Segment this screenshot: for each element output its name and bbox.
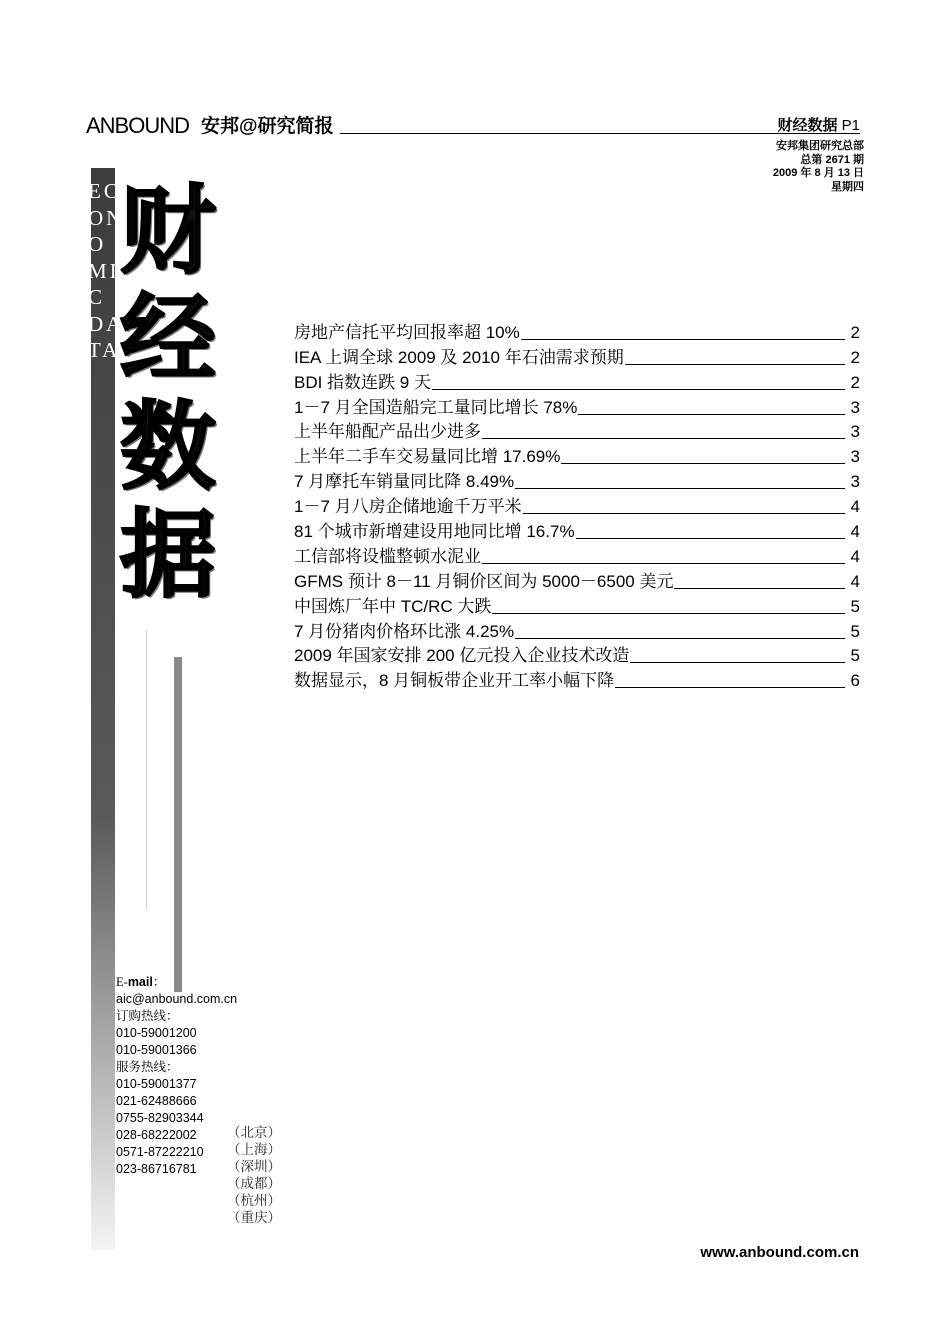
table-of-contents: [294, 318, 860, 691]
issue-date: 2009 年 8 月 13 日: [772, 167, 864, 179]
toc-item-title: GFMS 预计 8－11 月铜价区间为 5000－6500 美元: [294, 571, 674, 591]
toc-leader-line: [521, 339, 845, 340]
toc-item-page: 4: [850, 571, 860, 591]
issue-weekday: 星期四: [831, 180, 864, 193]
toc-item-page: 3: [850, 422, 860, 442]
toc-item-title: 7 月份猪肉价格环比涨 4.25%: [294, 621, 515, 641]
section-title: 财经数据: [777, 117, 838, 134]
toc-leader-line: [523, 513, 845, 514]
thin-vertical-rule: [146, 630, 147, 910]
toc-item[interactable]: [294, 393, 860, 418]
toc-item-page: 6: [850, 671, 860, 691]
toc-leader-line: [482, 563, 845, 564]
toc-item[interactable]: [294, 666, 860, 691]
toc-leader-line: [578, 414, 845, 415]
toc-leader-line: [515, 488, 845, 489]
toc-item-title: 1－7 月全国造船完工量同比增长 78%: [294, 397, 578, 417]
brand-title: 安邦@研究简报: [201, 116, 334, 137]
org-name: 安邦集团研究总部: [776, 140, 864, 152]
toc-item[interactable]: [294, 642, 860, 667]
toc-leader-line: [561, 463, 845, 464]
toc-leader-line: [482, 438, 845, 439]
toc-item-page: 5: [850, 646, 860, 666]
phone-number: 010-59001366: [116, 1043, 197, 1057]
toc-item[interactable]: [294, 517, 860, 542]
toc-leader-line: [515, 638, 845, 639]
city-label: （深圳）: [227, 1159, 281, 1174]
toc-item-title: 房地产信托平均回报率超 10%: [294, 322, 520, 342]
phone-number: 023-86716781: [116, 1162, 197, 1176]
toc-leader-line: [630, 662, 845, 663]
order-hotline-label: 订购热线：: [116, 1009, 179, 1023]
vertical-text-line: O: [88, 232, 107, 256]
toc-item-title: 1－7 月八房企储地逾千万平米: [294, 497, 522, 517]
city-label: （北京）: [227, 1125, 281, 1140]
anbound-logo: ANBOUND: [86, 113, 190, 138]
toc-leader-line: [576, 538, 845, 539]
city-list: [227, 1124, 281, 1226]
email-label: E-mail：: [116, 975, 166, 989]
vertical-text-line: DA: [88, 311, 125, 336]
toc-item-title: 中国炼厂年中 TC/RC 大跌: [294, 596, 492, 616]
toc-item-title: 数据显示，8 月铜板带企业开工率小幅下降: [294, 671, 615, 691]
toc-item[interactable]: [294, 368, 860, 393]
issue-number: 总第 2671 期: [800, 153, 864, 166]
toc-item-page: 4: [850, 497, 860, 517]
toc-item[interactable]: [294, 418, 860, 443]
toc-leader-line: [674, 588, 845, 589]
toc-leader-line: [492, 613, 845, 614]
vertical-text-line: C: [88, 285, 106, 309]
toc-item-page: 4: [850, 546, 860, 566]
toc-item-title: IEA 上调全球 2009 及 2010 年石油需求预期: [294, 347, 624, 367]
toc-item-page: 3: [850, 447, 860, 467]
toc-item-title: 工信部将设槛整顿水泥业: [294, 546, 481, 566]
service-phones: [116, 1076, 237, 1178]
email-address[interactable]: aic@anbound.com.cn: [116, 992, 238, 1006]
economic-data-vertical-text: [88, 178, 124, 364]
toc-item[interactable]: [294, 343, 860, 368]
toc-item-title: 7 月摩托车销量同比降 8.49%: [294, 472, 515, 492]
city-label: （杭州）: [227, 1193, 281, 1208]
toc-item-title: 81 个城市新增建设用地同比增 16.7%: [294, 522, 575, 542]
gray-vertical-bar: [174, 657, 182, 992]
big-title: 财经数据: [120, 178, 216, 609]
toc-item-title: BDI 指数连跌 9 天: [294, 372, 431, 392]
toc-leader-line: [625, 364, 845, 365]
issue-meta: [773, 140, 864, 194]
toc-item-page: 2: [850, 322, 860, 342]
toc-item[interactable]: [294, 567, 860, 592]
city-label: （重庆）: [227, 1210, 281, 1225]
city-label: （成都）: [227, 1176, 281, 1191]
toc-item-title: 上半年船配产品出少进多: [294, 422, 481, 442]
toc-item[interactable]: [294, 318, 860, 343]
toc-item[interactable]: [294, 542, 860, 567]
toc-item[interactable]: [294, 592, 860, 617]
toc-item-title: 2009 年国家安排 200 亿元投入企业技术改造: [294, 646, 630, 666]
service-hotline-label: 服务热线：: [116, 1060, 179, 1074]
toc-item-page: 5: [850, 596, 860, 616]
toc-item-page: 2: [850, 347, 860, 367]
phone-number: 028-68222002: [116, 1128, 197, 1142]
phone-number: 010-59001200: [116, 1026, 197, 1040]
toc-item[interactable]: [294, 442, 860, 467]
order-phones: [116, 1025, 237, 1059]
vertical-text-line: ON: [88, 205, 125, 230]
page-number: P1: [841, 117, 860, 134]
toc-item-page: 2: [850, 372, 860, 392]
website-link[interactable]: www.anbound.com.cn: [700, 1244, 859, 1261]
vertical-text-line: EC: [88, 179, 121, 203]
toc-leader-line: [432, 389, 845, 390]
phone-number: 0571-87222210: [116, 1145, 204, 1159]
toc-item[interactable]: [294, 617, 860, 642]
toc-item-page: 3: [850, 472, 860, 492]
toc-item[interactable]: [294, 492, 860, 517]
section-page-label: [777, 114, 860, 135]
toc-item-page: 4: [850, 522, 860, 542]
toc-item[interactable]: [294, 467, 860, 492]
phone-number: 0755-82903344: [116, 1111, 204, 1125]
toc-item-title: 上半年二手车交易量同比增 17.69%: [294, 447, 561, 467]
contact-info: [116, 974, 237, 1178]
phone-number: 021-62488666: [116, 1094, 197, 1108]
city-label: （上海）: [227, 1142, 281, 1157]
toc-item-page: 5: [850, 621, 860, 641]
vertical-text-line: MI: [88, 258, 120, 283]
page-header: [86, 112, 860, 138]
phone-number: 010-59001377: [116, 1077, 197, 1091]
toc-item-page: 3: [850, 397, 860, 417]
vertical-text-line: TA: [88, 338, 121, 362]
toc-leader-line: [615, 687, 845, 688]
